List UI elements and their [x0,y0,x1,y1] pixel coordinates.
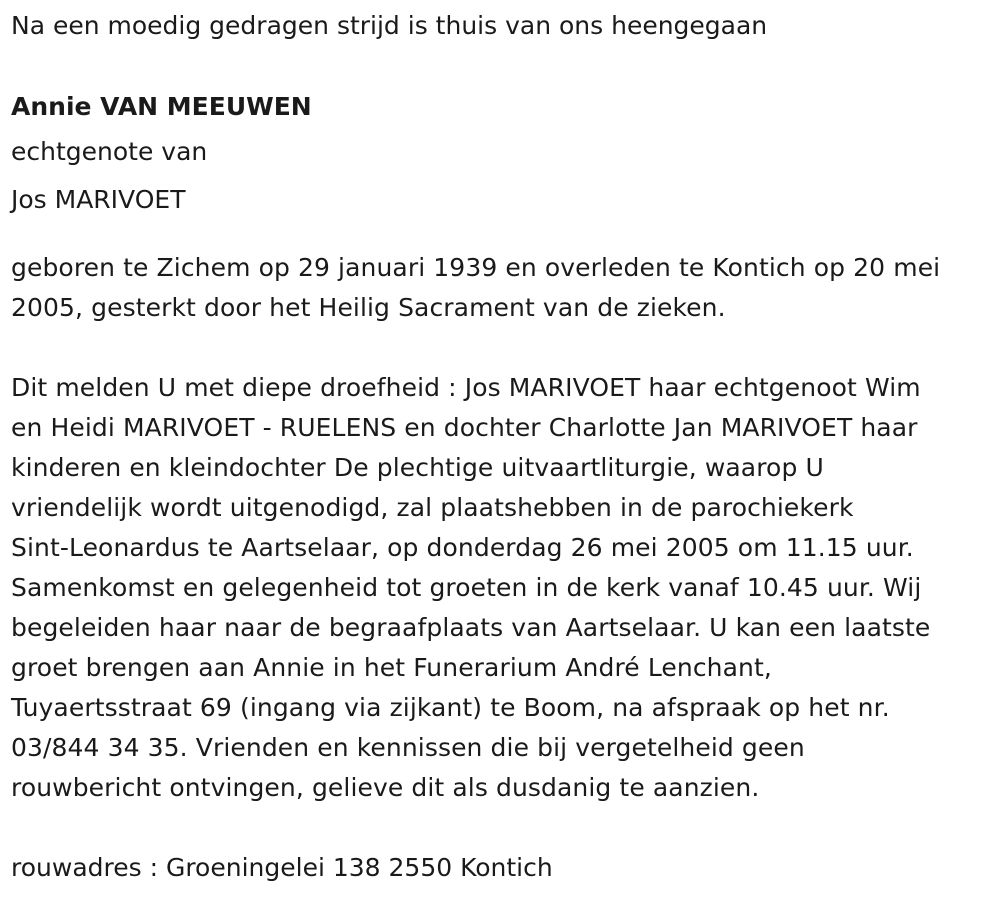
announcement-line: Sint-Leonardus te Aartselaar, op donderdag 26 mei 2005 om 11.15 uur. [11,533,914,562]
announcement-line: begeleiden haar naar de begraafplaats van Aartselaar. U kan een laatste [11,613,931,642]
announcement-line: groet brengen aan Annie in het Funerarium André Lenchant, [11,653,772,682]
announcement-line: Tuyaertsstraat 69 (ingang via zijkant) te Boom, na afspraak op het nr. [11,693,890,722]
birth-death-paragraph [11,248,988,328]
announcement-line: en Heidi MARIVOET - RUELENS en dochter Charlotte Jan MARIVOET haar [11,413,918,442]
announcement-line: rouwbericht ontvingen, gelieve dit als dusdanig te aanzien. [11,773,760,802]
spouse-label: echtgenote van [11,137,208,166]
announcement-line: vriendelijk wordt uitgenodigd, zal plaatshebben in de parochiekerk [11,493,854,522]
mourning-address: rouwadres : Groeningelei 138 2550 Kontich [11,853,553,882]
announcement-line: Dit melden U met diepe droefheid : Jos MARIVOET haar echtgenoot Wim [11,373,921,402]
birth-death-line: 2005, gesterkt door het Heilig Sacrament van de zieken. [11,293,726,322]
deceased-name: Annie VAN MEEUWEN [11,92,312,121]
announcement-line: Samenkomst en gelegenheid tot groeten in de kerk vanaf 10.45 uur. Wij [11,573,922,602]
intro-line: Na een moedig gedragen strijd is thuis van ons heengegaan [11,11,768,40]
announcement-paragraph [11,368,988,808]
announcement-line: 03/844 34 35. Vrienden en kennissen die bij vergetelheid geen [11,733,805,762]
birth-death-line: geboren te Zichem op 29 januari 1939 en overleden te Kontich op 20 mei [11,253,941,282]
announcement-line: kinderen en kleindochter De plechtige uitvaartliturgie, waarop U [11,453,824,482]
spouse-name: Jos MARIVOET [11,185,186,214]
